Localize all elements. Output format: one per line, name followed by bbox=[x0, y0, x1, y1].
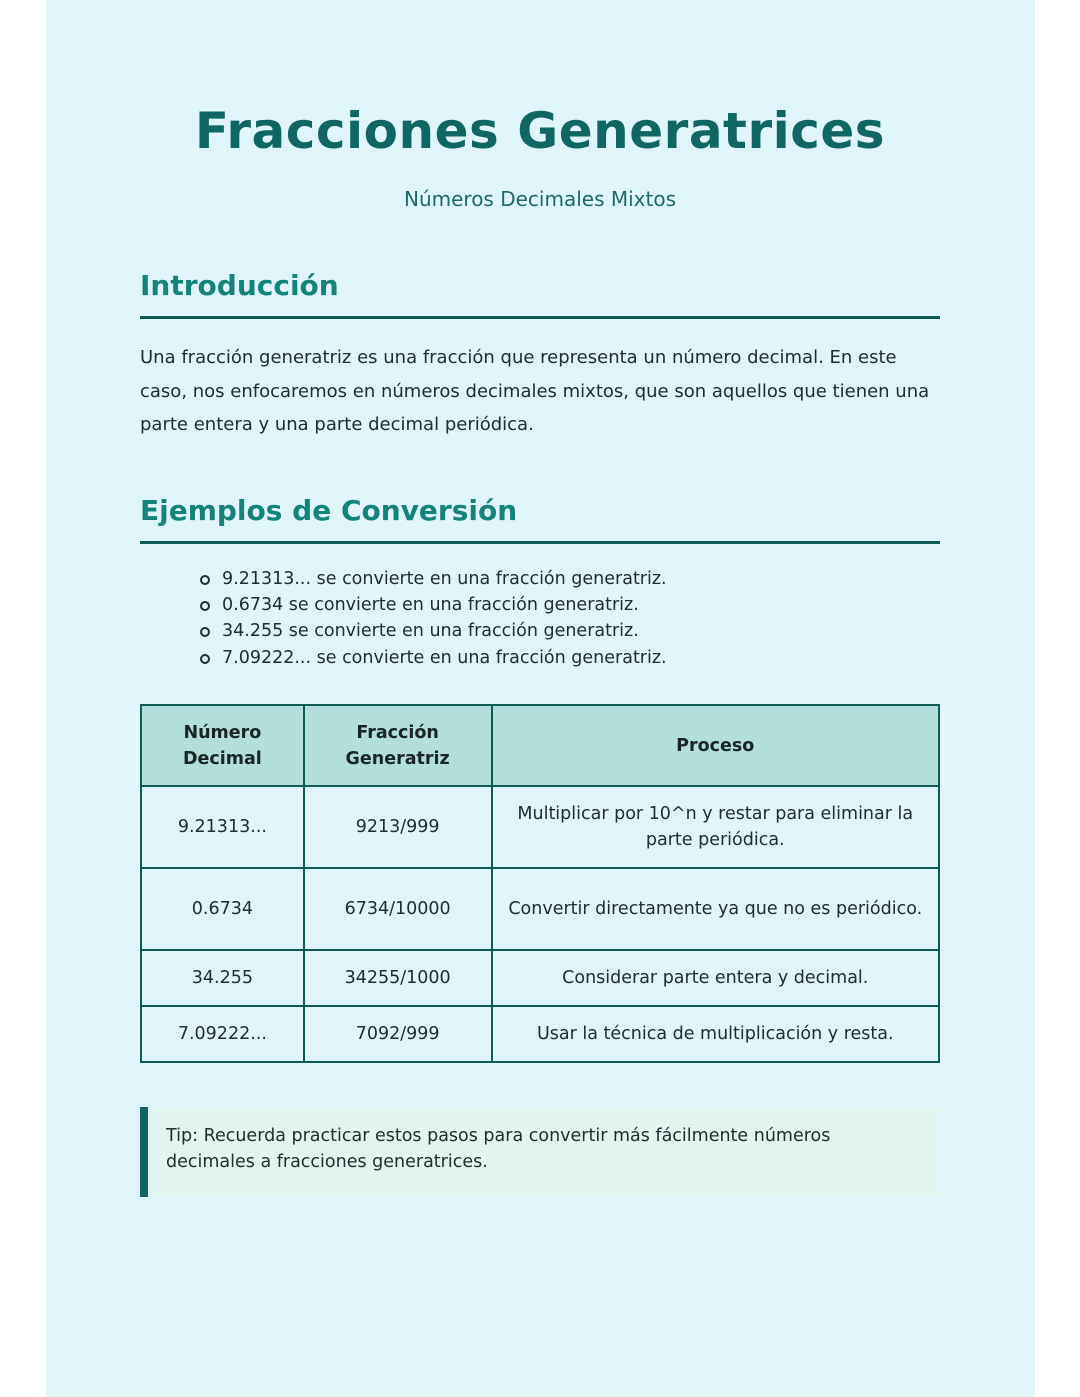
cell-process: Usar la técnica de multiplicación y resta. bbox=[492, 1006, 940, 1062]
cell-decimal: 7.09222... bbox=[141, 1006, 304, 1062]
tip-text: Tip: Recuerda practicar estos pasos para convertir más fácilmente números decimales a fracciones generatrices. bbox=[166, 1126, 831, 1172]
table-row bbox=[141, 1006, 939, 1062]
list-item bbox=[200, 645, 667, 671]
bullet-circle-icon bbox=[200, 601, 210, 611]
cell-decimal: 34.255 bbox=[141, 950, 304, 1006]
cell-fraction: 9213/999 bbox=[304, 786, 492, 868]
examples-list bbox=[200, 566, 667, 671]
list-item-text: 9.21313... se convierte en una fracción generatriz. bbox=[222, 569, 667, 589]
column-header-process: Proceso bbox=[492, 705, 940, 786]
bullet-circle-icon bbox=[200, 654, 210, 664]
list-item bbox=[200, 566, 667, 592]
list-item-text: 34.255 se convierte en una fracción generatriz. bbox=[222, 621, 639, 642]
cell-fraction: 7092/999 bbox=[304, 1006, 492, 1062]
list-item bbox=[200, 592, 667, 618]
column-header-decimal: Número Decimal bbox=[141, 705, 304, 786]
page-title: Fracciones Generatrices bbox=[194, 102, 886, 160]
conversion-table bbox=[140, 704, 940, 1063]
list-item-text: 0.6734 se convierte en una fracción generatriz. bbox=[222, 595, 639, 616]
table-row bbox=[141, 950, 939, 1006]
section-heading-introduction: Introducción bbox=[140, 266, 940, 319]
table-row bbox=[141, 868, 939, 950]
table-header-row bbox=[141, 705, 939, 786]
section-heading-examples: Ejemplos de Conversión bbox=[140, 491, 940, 544]
tip-callout bbox=[140, 1107, 940, 1197]
introduction-paragraph: Una fracción generatriz es una fracción que representa un número decimal. En este caso, nos enfocaremos en números decimales mixtos, que son aquellos que tienen una parte entera y una parte decimal periódica. bbox=[140, 347, 930, 435]
cell-fraction: 6734/10000 bbox=[304, 868, 492, 950]
list-item-text: 7.09222... se convierte en una fracción generatriz. bbox=[222, 647, 667, 668]
bullet-circle-icon bbox=[200, 575, 210, 585]
page-subtitle: Números Decimales Mixtos bbox=[403, 187, 676, 211]
cell-process: Multiplicar por 10^n y restar para eliminar la parte periódica. bbox=[492, 786, 940, 868]
cell-fraction: 34255/1000 bbox=[304, 950, 492, 1006]
cell-process: Considerar parte entera y decimal. bbox=[492, 950, 940, 1006]
page bbox=[46, 0, 1035, 1397]
bullet-circle-icon bbox=[200, 627, 210, 637]
list-item bbox=[200, 618, 667, 644]
cell-decimal: 0.6734 bbox=[141, 868, 304, 950]
cell-process: Convertir directamente ya que no es periódico. bbox=[492, 868, 940, 950]
cell-decimal: 9.21313... bbox=[141, 786, 304, 868]
table-row bbox=[141, 786, 939, 868]
column-header-fraction: Fracción Generatriz bbox=[304, 705, 492, 786]
